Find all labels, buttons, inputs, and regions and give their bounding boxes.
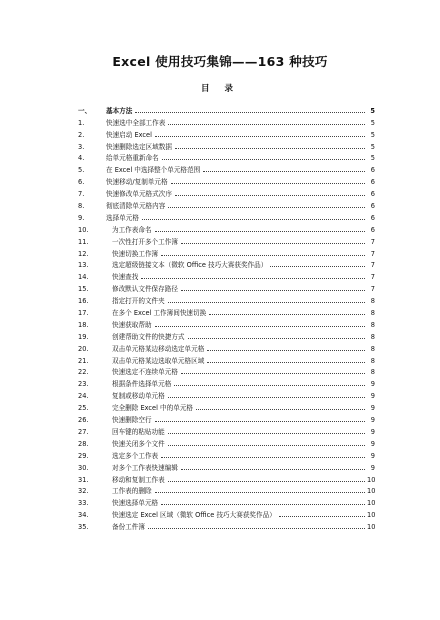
toc-entry[interactable] — [78, 305, 375, 317]
toc-entry-number: 14. — [78, 273, 89, 282]
toc-entry-label: 基本方法 — [106, 106, 133, 115]
toc-entry-number: 30. — [78, 463, 89, 472]
toc-dot-leader — [161, 503, 365, 505]
toc-entry[interactable] — [78, 139, 375, 151]
document-title: Excel 使用技巧集锦——163 种技巧 — [112, 54, 328, 69]
toc-dot-leader — [168, 123, 365, 125]
toc-entry-label: 工作表的删除 — [112, 487, 152, 496]
toc-entry-page-number: 10 — [367, 487, 376, 496]
toc-dot-leader — [207, 361, 365, 363]
toc-entry-page-number: 8 — [370, 344, 375, 353]
toc-entry-number: 18. — [78, 320, 89, 329]
toc-entry-number: 10. — [78, 225, 89, 234]
toc-entry[interactable] — [78, 388, 375, 400]
toc-entry-number: 34. — [78, 511, 89, 520]
toc-entry-label: 回车键的粘贴功能 — [112, 427, 165, 436]
toc-dot-leader — [155, 491, 365, 493]
toc-entry-label: 为工作表命名 — [112, 225, 152, 234]
toc-dot-leader — [148, 527, 365, 529]
toc-entry-page-number: 7 — [370, 237, 375, 246]
toc-entry-page-number: 6 — [370, 225, 375, 234]
toc-entry-label: 在多个 Excel 工作簿间快速切换 — [112, 309, 207, 318]
toc-entry-page-number: 10 — [367, 475, 376, 484]
toc-entry-label: 快速关闭多个文件 — [112, 439, 165, 448]
toc-entry-page-number: 9 — [370, 416, 375, 425]
toc-entry[interactable] — [78, 448, 375, 460]
toc-entry-number: 20. — [78, 344, 89, 353]
toc-entry-label: 双击单元格某边移动选定单元格 — [112, 344, 205, 353]
toc-entry-label: 快速启动 Excel — [106, 130, 152, 139]
toc-entry-number: 1. — [78, 118, 85, 127]
toc-entry-number: 19. — [78, 332, 89, 341]
toc-entry-page-number: 8 — [370, 356, 375, 365]
toc-entry[interactable] — [78, 412, 375, 424]
toc-entry-page-number: 9 — [370, 463, 375, 472]
toc-dot-leader — [181, 468, 365, 470]
toc-entry-number: 9. — [78, 213, 85, 222]
toc-entry-number: 22. — [78, 368, 89, 377]
toc-entry-page-number: 6 — [370, 213, 375, 222]
toc-entry-page-number: 9 — [370, 439, 375, 448]
toc-entry-number: 3. — [78, 142, 85, 151]
toc-dot-leader — [142, 218, 365, 220]
toc-entry-page-number: 7 — [370, 273, 375, 282]
toc-entry-number: 33. — [78, 499, 89, 508]
toc-entry-number: 21. — [78, 356, 89, 365]
toc-entry[interactable] — [78, 269, 375, 281]
toc-entry-number: 13. — [78, 261, 89, 270]
toc-entry[interactable] — [78, 222, 375, 234]
toc-entry-number: 6. — [78, 178, 85, 187]
toc-entry-label: 快速修改单元格式次序 — [106, 190, 172, 199]
toc-entry-page-number: 7 — [370, 285, 375, 294]
toc-entry-label: 修改默认文件保存路径 — [112, 285, 178, 294]
toc-dot-leader — [181, 372, 365, 374]
toc-entry-page-number: 10 — [367, 511, 376, 520]
toc-dot-leader — [168, 206, 365, 208]
toc-entry-page-number: 8 — [370, 332, 375, 341]
toc-dot-leader — [181, 289, 365, 291]
toc-entry[interactable] — [78, 127, 375, 139]
toc-entry-label: 快速获取帮助 — [112, 320, 152, 329]
toc-entry-label: 快速删除选定区域数据 — [106, 142, 172, 151]
toc-dot-leader — [174, 384, 365, 386]
toc-entry-label: 根据条件选择单元格 — [112, 380, 172, 389]
toc-entry-number: 一、 — [78, 106, 92, 115]
toc-entry[interactable] — [78, 341, 375, 353]
toc-dot-leader — [175, 194, 365, 196]
toc-entry[interactable] — [78, 472, 375, 484]
toc-entry-number: 29. — [78, 451, 89, 460]
toc-entry-page-number: 6 — [370, 166, 375, 175]
toc-dot-leader — [168, 480, 365, 482]
toc-dot-leader — [161, 254, 365, 256]
toc-dot-leader — [161, 456, 365, 458]
toc-entry-number: 8. — [78, 202, 85, 211]
toc-entry-number: 12. — [78, 249, 89, 258]
toc-entry-page-number: 8 — [370, 368, 375, 377]
toc-entry-number: 32. — [78, 487, 89, 496]
toc-entry[interactable] — [78, 376, 375, 388]
toc-entry[interactable] — [78, 186, 375, 198]
toc-entry-page-number: 5 — [370, 142, 375, 151]
toc-dot-leader — [175, 147, 365, 149]
toc-dot-leader — [279, 515, 365, 517]
toc-entry-number: 28. — [78, 439, 89, 448]
toc-dot-leader — [155, 135, 365, 137]
toc-entry-label: 给单元格重新命名 — [106, 154, 159, 163]
toc-entry-label: 快速查找 — [112, 273, 139, 282]
toc-entry-number: 31. — [78, 475, 89, 484]
toc-entry-page-number: 6 — [370, 190, 375, 199]
toc-entry-label: 选择单元格 — [106, 213, 139, 222]
toc-entry-number: 4. — [78, 154, 85, 163]
toc-entry-number: 17. — [78, 309, 89, 318]
toc-entry-page-number: 7 — [370, 261, 375, 270]
toc-entry-label: 完全删除 Excel 中的单元格 — [112, 404, 194, 413]
toc-entry[interactable] — [78, 281, 375, 293]
toc-entry[interactable] — [78, 495, 375, 507]
toc-entry-label: 对多个工作表快速编辑 — [112, 463, 178, 472]
toc-entry-label: 快速选定 Excel 区域（微软 Office 技巧大赛获奖作品） — [112, 511, 276, 520]
table-of-contents — [78, 103, 375, 531]
toc-entry-label: 备份工件簿 — [112, 523, 145, 532]
toc-entry-page-number: 6 — [370, 202, 375, 211]
toc-entry[interactable] — [78, 484, 375, 496]
toc-entry-label: 选定多个工作表 — [112, 451, 159, 460]
toc-entry-label: 快速选中全部工作表 — [106, 118, 166, 127]
toc-entry-number: 15. — [78, 285, 89, 294]
toc-entry-page-number: 10 — [367, 499, 376, 508]
toc-entry-page-number: 9 — [370, 380, 375, 389]
toc-entry-label: 选定超级链接文本（微软 Office 技巧大赛获奖作品） — [112, 261, 268, 270]
toc-entry-page-number: 5 — [370, 118, 375, 127]
toc-entry-label: 快速移动/复制单元格 — [106, 178, 168, 187]
toc-dot-leader — [209, 313, 365, 315]
toc-dot-leader — [155, 325, 365, 327]
toc-entry[interactable] — [78, 460, 375, 472]
toc-dot-leader — [171, 182, 365, 184]
toc-entry-number: 24. — [78, 392, 89, 401]
toc-entry-page-number: 9 — [370, 427, 375, 436]
toc-entry-page-number: 10 — [367, 523, 376, 532]
toc-entry-label: 快速删除空行 — [112, 416, 152, 425]
toc-entry-label: 复制或移动单元格 — [112, 392, 165, 401]
toc-entry[interactable] — [78, 519, 375, 531]
toc-entry[interactable] — [78, 151, 375, 163]
toc-entry-page-number: 7 — [370, 249, 375, 258]
toc-dot-leader — [162, 158, 365, 160]
toc-entry[interactable] — [78, 103, 375, 115]
toc-entry-number: 35. — [78, 523, 89, 532]
toc-entry-label: 彻底清除单元格内容 — [106, 202, 166, 211]
toc-entry[interactable] — [78, 234, 375, 246]
toc-entry[interactable] — [78, 353, 375, 365]
toc-dot-leader — [168, 301, 365, 303]
toc-heading: 目 录 — [201, 84, 239, 94]
toc-entry-number: 23. — [78, 380, 89, 389]
toc-entry-label: 指定打开的文件夹 — [112, 297, 165, 306]
toc-entry-page-number: 8 — [370, 309, 375, 318]
toc-entry[interactable] — [78, 436, 375, 448]
toc-entry[interactable] — [78, 115, 375, 127]
toc-entry-page-number: 9 — [370, 392, 375, 401]
toc-entry[interactable] — [78, 198, 375, 210]
toc-dot-leader — [203, 170, 365, 172]
toc-entry[interactable] — [78, 293, 375, 305]
toc-entry[interactable] — [78, 507, 375, 519]
toc-entry[interactable] — [78, 317, 375, 329]
toc-entry-number: 16. — [78, 297, 89, 306]
toc-entry-label: 双击单元格某边选取单元格区域 — [112, 356, 205, 365]
toc-entry[interactable] — [78, 400, 375, 412]
toc-entry[interactable] — [78, 365, 375, 377]
toc-dot-leader — [155, 420, 365, 422]
toc-entry-label: 移动和复制工作表 — [112, 475, 165, 484]
toc-entry[interactable] — [78, 210, 375, 222]
toc-entry-label: 创建帮助文件的快捷方式 — [112, 332, 185, 341]
toc-dot-leader — [188, 337, 365, 339]
toc-entry-page-number: 5 — [370, 130, 375, 139]
toc-dot-leader — [135, 111, 365, 113]
toc-entry-page-number: 8 — [370, 297, 375, 306]
toc-entry-number: 7. — [78, 190, 85, 199]
toc-entry-number: 2. — [78, 130, 85, 139]
toc-dot-leader — [207, 349, 365, 351]
toc-entry-label: 快速选定不连续单元格 — [112, 368, 178, 377]
toc-entry[interactable] — [78, 258, 375, 270]
toc-entry[interactable] — [78, 424, 375, 436]
toc-entry-number: 27. — [78, 427, 89, 436]
toc-entry-label: 一次性打开多个工作簿 — [112, 237, 178, 246]
toc-entry[interactable] — [78, 329, 375, 341]
toc-dot-leader — [141, 277, 365, 279]
toc-entry-number: 5. — [78, 166, 85, 175]
toc-entry-label: 快速选择单元格 — [112, 499, 159, 508]
toc-dot-leader — [181, 242, 365, 244]
toc-entry-page-number: 5 — [370, 154, 375, 163]
toc-entry-page-number: 9 — [370, 404, 375, 413]
toc-dot-leader — [196, 408, 365, 410]
toc-entry[interactable] — [78, 174, 375, 186]
toc-entry-page-number: 8 — [370, 320, 375, 329]
toc-dot-leader — [270, 265, 365, 267]
toc-entry-label: 快速切换工作簿 — [112, 249, 159, 258]
toc-entry[interactable] — [78, 162, 375, 174]
toc-entry-number: 25. — [78, 404, 89, 413]
toc-dot-leader — [168, 396, 365, 398]
toc-entry-page-number: 5 — [370, 106, 375, 115]
toc-dot-leader — [168, 444, 365, 446]
toc-entry-number: 26. — [78, 416, 89, 425]
toc-entry[interactable] — [78, 246, 375, 258]
toc-dot-leader — [155, 230, 365, 232]
toc-entry-label: 在 Excel 中选择整个单元格范围 — [106, 166, 201, 175]
toc-dot-leader — [168, 432, 365, 434]
toc-entry-number: 11. — [78, 237, 89, 246]
toc-entry-page-number: 9 — [370, 451, 375, 460]
toc-entry-page-number: 6 — [370, 178, 375, 187]
